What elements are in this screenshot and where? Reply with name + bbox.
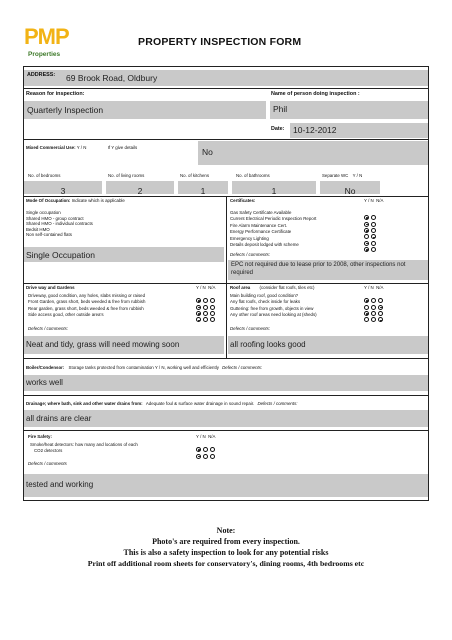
occupation-option[interactable]: Bedsit HMO	[26, 226, 50, 232]
mixed-use-value: No	[202, 147, 213, 157]
inspector-value: Phil	[273, 104, 288, 114]
roof-label: Roof area	[230, 285, 251, 290]
fire-comment: tested and working	[26, 480, 94, 489]
drainage-label: Drainage; where bath, sink and other water drains from:	[26, 401, 143, 406]
living-value: 2	[137, 186, 143, 196]
reason-label: Reason for inspection:	[26, 91, 85, 97]
mixed-use-yn: Y / N	[76, 145, 87, 150]
occupation-option[interactable]: Shared HMO - group contract	[26, 215, 84, 221]
roof-item: Main building roof, good condition?	[230, 293, 299, 298]
note-title: Note:	[216, 526, 236, 535]
reason-value: Quarterly Inspection	[27, 105, 104, 115]
certificates-label: Certificates:	[230, 198, 256, 203]
fire-yna: Y / N N/A	[196, 434, 216, 439]
date-label: Date:	[271, 126, 285, 132]
drive-label: Drive way and Gardens	[26, 285, 75, 290]
certificate-item: Details deposit lodged with scheme	[230, 241, 299, 247]
kitchens-value: 1	[200, 186, 206, 196]
fire-label: Fire Safety:	[28, 434, 52, 439]
certificate-item: Energy Performance Certificate	[230, 229, 292, 235]
form-title: PROPERTY INSPECTION FORM	[138, 36, 302, 48]
certificate-item: Emergency Lighting	[230, 235, 269, 241]
drive-item: Driveway, good condition, any holes, slabs missing or raised	[28, 293, 146, 298]
drive-comments-label: Defects / comments:	[28, 326, 69, 331]
drive-item: Side access good, other outside area's	[28, 312, 104, 318]
fire-item: CO2 detectors	[34, 448, 63, 454]
kitchens-label: No. of kitchens	[180, 173, 210, 178]
boiler-comments-label: Defects / comments:	[222, 365, 263, 370]
certificates-comment: EPC not required due to lease prior to 2008, other inspections not required	[231, 262, 406, 276]
living-label: No. of living rooms	[108, 173, 145, 178]
drive-yna: Y / N N/A	[196, 285, 216, 290]
bathrooms-label: No. of bathrooms	[236, 173, 270, 178]
note-line: Photo's are required from every inspection.	[152, 537, 300, 546]
company-logo	[22, 22, 76, 62]
occupation-label: Mode Of Occupation:	[26, 198, 71, 203]
boiler-text: Storage tanks protected from contamination Y / N, working well and efficiently	[68, 365, 219, 370]
drive-item: Front Garden, grass short, beds weeded & free from rubbish	[28, 299, 146, 305]
roof-item: Any flat roofs, check inside for leaks	[230, 299, 301, 305]
drainage-text: Adequate foul & surface water drainage in sound repair.	[145, 401, 255, 406]
bathrooms-value: 1	[271, 186, 277, 196]
roof-hint: (consider flat roofs, tiles etc)	[259, 285, 315, 290]
occupation-option[interactable]: Shared HMO - individual contracts	[26, 221, 93, 227]
address-value[interactable]: 69 Brook Road, Oldbury	[66, 73, 158, 83]
certificates-comments-label: Defects / comments:	[230, 252, 271, 257]
date-value: 10-12-2012	[293, 125, 337, 135]
roof-comment: all roofing looks good	[230, 340, 306, 349]
wc-yn: Y / N	[352, 173, 363, 178]
drainage-comments-label: Defects / comments:	[257, 401, 298, 406]
certificates-yna: Y / N N/A	[364, 198, 384, 203]
certificate-item: Current Electrical Periodic Inspection Report	[230, 216, 317, 222]
bedrooms-value: 3	[60, 186, 66, 196]
logo-letters: PMP	[24, 24, 69, 49]
drive-comment: Neat and tidy, grass will need mowing soon	[26, 340, 180, 349]
note-line: This is also a safety inspection to look for any potential risks	[123, 548, 329, 557]
mixed-use-detail: If Y give details	[107, 145, 138, 150]
roof-comments-label: Defects / comments:	[230, 326, 271, 331]
inspector-label: Name of person doing inspection :	[271, 91, 360, 97]
wc-value: No	[344, 186, 356, 196]
drainage-comment: all drains are clear	[26, 414, 92, 423]
certificate-item: Gas Safety Certificate Available	[230, 210, 292, 215]
boiler-comment: works well	[26, 378, 63, 387]
occupation-option[interactable]: Single occupation	[26, 210, 61, 215]
fire-item: Smoke/heat detectors: how many and locations of each	[30, 442, 138, 447]
bedrooms-label: No. of bedrooms	[28, 173, 61, 178]
roof-yna: Y / N N/A	[364, 285, 384, 290]
occupation-option[interactable]: Non self-contained flats	[26, 232, 72, 238]
mixed-use-label: Mixed Commercial Use:	[26, 145, 76, 150]
occupation-value: Single Occupation	[26, 250, 95, 260]
drive-item: Rear garden, grass short, beds weeded & free from rubbish	[28, 305, 144, 311]
roof-item: Guttering: free from growth, objects in view	[230, 305, 314, 311]
form-border	[23, 66, 429, 501]
roof-item: Any other roof areas need looking at (sheds)	[230, 312, 317, 318]
logo-subtitle: Properties	[28, 51, 61, 58]
note-line: Print off additional room sheets for conservatory's, dining rooms, 4th bedrooms etc	[87, 559, 365, 568]
boiler-label: Boiler/Condensor:	[26, 365, 65, 370]
occupation-hint: Indicate which is applicable	[71, 198, 125, 203]
fire-comments-label: Defects / comments	[28, 461, 67, 466]
address-label: ADDRESS:	[27, 72, 56, 78]
wc-label: Separate WC	[322, 173, 349, 178]
certificate-item: Fire Alarm Maintenance Cert.	[230, 222, 288, 228]
